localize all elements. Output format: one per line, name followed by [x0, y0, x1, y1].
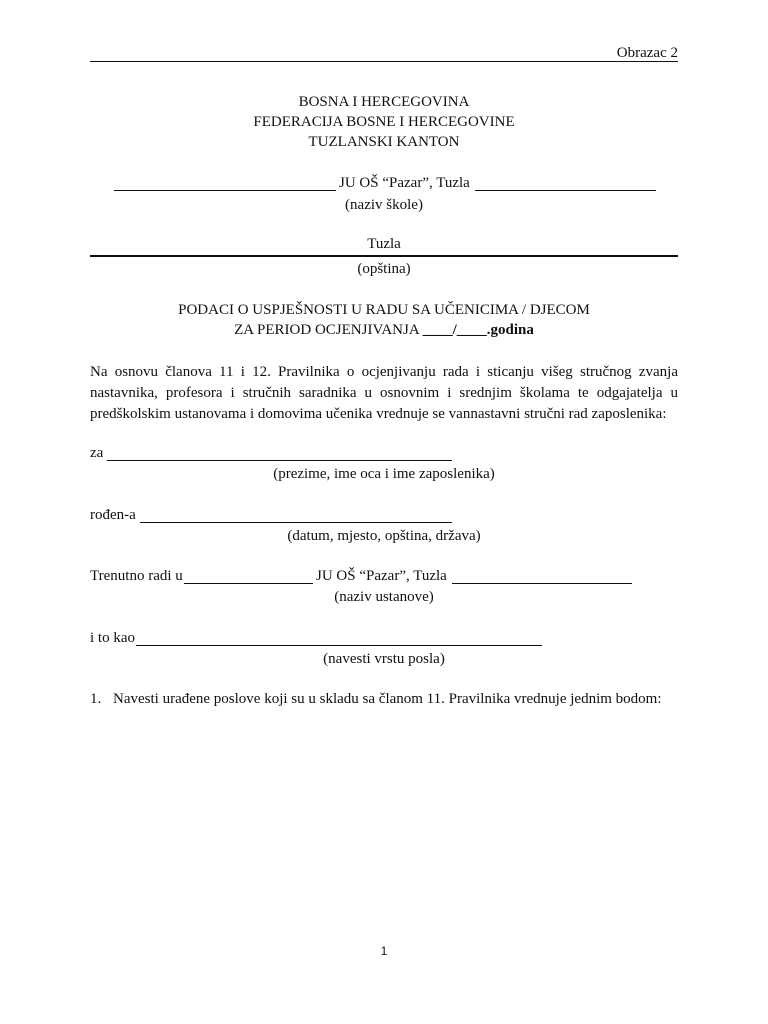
page-number: 1 — [380, 944, 388, 958]
header-rule — [90, 61, 678, 62]
school-caption: (naziv škole) — [345, 197, 423, 213]
authority-line-3: TUZLANSKI KANTON — [308, 134, 460, 150]
kao-caption: (navesti vrstu posla) — [323, 651, 445, 667]
school-name: JU OŠ “Pazar”, Tuzla — [339, 175, 470, 191]
kao-underline[interactable] — [136, 645, 542, 646]
document-title-line-1: PODACI O USPJEŠNOSTI U RADU SA UČENICIMA / DJECOM — [178, 302, 590, 318]
roden-label: rođen-a — [90, 507, 136, 523]
za-label: za — [90, 445, 104, 461]
title-period-prefix: ZA PERIOD OCJENJIVANJA — [234, 322, 423, 338]
intro-paragraph: Na osnovu članova 11 i 12. Pravilnika o ocjenjivanju rada i sticanju višeg stručnog zvanja nastavnika, profesora i stručnih saradnika u osnovnim i srednjim školama te odgajatelja u predškolskim ustanovama i domovima učenika vrednuje se vannastavni stručni rad zaposlenika: — [90, 364, 678, 422]
trenutno-label: Trenutno radi u — [90, 568, 183, 584]
form-label: Obrazac 2 — [616, 45, 678, 61]
list-item-text: Navesti urađene poslove koji su u skladu sa članom 11. Pravilnika vrednuje jednim bodom: — [113, 691, 662, 707]
roden-underline[interactable] — [140, 522, 452, 523]
municipality-underline — [90, 255, 678, 257]
municipality-name: Tuzla — [367, 236, 401, 252]
roden-caption: (datum, mjesto, opština, država) — [287, 528, 481, 544]
school-underline-right — [475, 190, 656, 191]
authority-line-1: BOSNA I HERCEGOVINA — [298, 94, 470, 110]
za-caption: (prezime, ime oca i ime zaposlenika) — [273, 466, 495, 482]
trenutno-underline-right — [452, 583, 632, 584]
title-period-suffix: .godina — [486, 322, 534, 338]
list-item-number: 1. — [90, 691, 102, 707]
za-underline[interactable] — [107, 460, 452, 461]
document-title-line-2 — [0, 322, 768, 339]
municipality-caption: (opština) — [357, 261, 411, 277]
trenutno-underline-left — [184, 583, 313, 584]
authority-line-2: FEDERACIJA BOSNE I HERCEGOVINE — [253, 114, 515, 130]
trenutno-institution: JU OŠ “Pazar”, Tuzla — [316, 568, 447, 584]
school-underline-left — [114, 190, 336, 191]
kao-label: i to kao — [90, 630, 135, 646]
title-period-blank: ____/____ — [422, 322, 487, 338]
trenutno-caption: (naziv ustanove) — [334, 589, 434, 605]
